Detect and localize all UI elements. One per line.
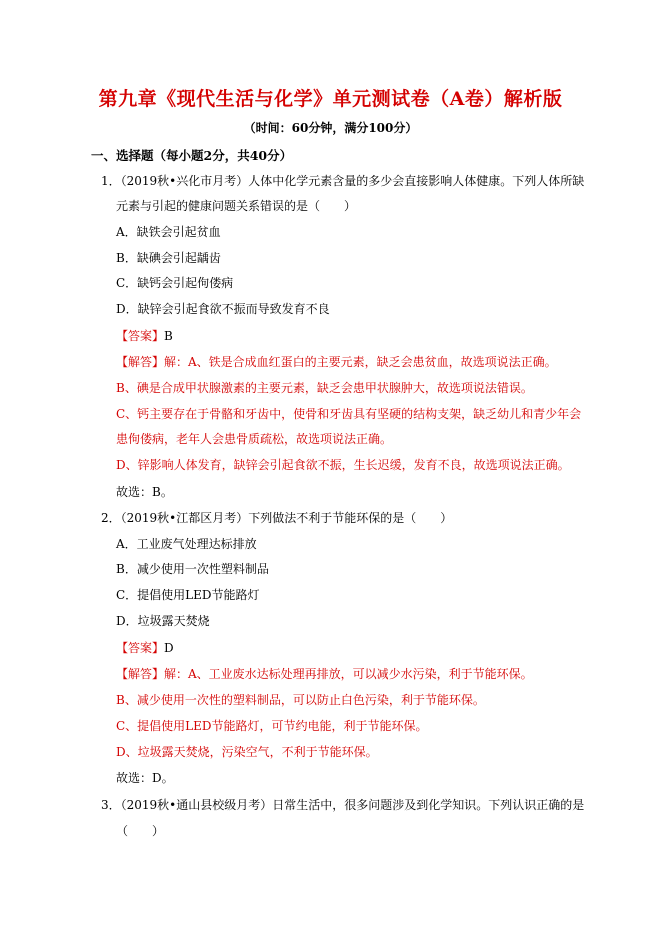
question-1-analysis-line-1 [116, 354, 557, 370]
question-3-stem-line-1: 3．（2019秋•通山县校级月考）日常生活中，很多问题涉及到化学知识。下列认识正确的是 [101, 798, 585, 812]
analysis-tag: 【解答】 [116, 355, 165, 369]
answer-tag: 【答案】 [116, 329, 165, 343]
question-1-stem-line-2: 元素与引起的健康问题关系错误的是（ ） [116, 199, 357, 213]
section-heading: 一、选择题（每小题2分，共40分） [91, 148, 293, 163]
document-subtitle: （时间：60分钟，满分100分） [243, 121, 418, 135]
question-2-analysis-line-3: C、提倡使用LED节能路灯，可节约电能，利于节能环保。 [116, 719, 428, 733]
analysis-text: 解：A、铁是合成血红蛋白的主要元素，缺乏会患贫血，故选项说法正确。 [164, 355, 557, 369]
question-2-analysis-line-2: B、减少使用一次性的塑料制品，可以防止白色污染，利于节能环保。 [116, 693, 485, 707]
question-1-option-d: D．缺锌会引起食欲不振而导致发育不良 [116, 302, 330, 316]
question-1-option-b: B．缺碘会引起龋齿 [116, 251, 221, 265]
question-1-analysis-line-3: C、钙主要存在于骨骼和牙齿中，使骨和牙齿具有坚硬的结构支架，缺乏幼儿和青少年会 [116, 407, 582, 421]
answer-value: B [164, 329, 173, 343]
question-2-answer [116, 640, 174, 656]
analysis-text: 解：A、工业废水达标处理再排放，可以减少水污染，利于节能环保。 [164, 667, 533, 681]
question-2-analysis-line-4: D、垃圾露天焚烧，污染空气，不利于节能环保。 [116, 745, 378, 759]
analysis-tag: 【解答】 [116, 667, 165, 681]
answer-tag: 【答案】 [116, 641, 165, 655]
question-1-answer [116, 328, 173, 344]
question-2-option-b: B．减少使用一次性塑料制品 [116, 562, 269, 576]
question-2-option-c: C．提倡使用LED节能路灯 [116, 588, 260, 602]
question-1-stem-line-1: 1．（2019秋•兴化市月考）人体中化学元素含量的多少会直接影响人体健康。下列人体所缺 [101, 174, 585, 188]
answer-value: D [164, 641, 174, 655]
question-2-conclusion: 故选：D。 [116, 771, 174, 785]
question-1-option-a: A．缺铁会引起贫血 [116, 225, 221, 239]
question-2-option-a: A．工业废气处理达标排放 [116, 537, 257, 551]
question-2-analysis-line-1 [116, 666, 533, 682]
question-2-stem-line-1: 2．（2019秋•江都区月考）下列做法不利于节能环保的是（ ） [101, 511, 453, 525]
question-1-option-c: C．缺钙会引起佝偻病 [116, 276, 234, 290]
question-1-analysis-line-5: D、锌影响人体发育，缺锌会引起食欲不振，生长迟缓，发育不良，故选项说法正确。 [116, 458, 570, 472]
question-2-option-d: D．垃圾露天焚烧 [116, 614, 210, 628]
document-title: 第九章《现代生活与化学》单元测试卷（A卷）解析版 [98, 88, 563, 110]
question-1-analysis-line-2: B、碘是合成甲状腺激素的主要元素，缺乏会患甲状腺肿大，故选项说法错误。 [116, 381, 533, 395]
question-1-conclusion: 故选：B。 [116, 485, 173, 499]
question-3-stem-line-2: （ ） [116, 824, 165, 838]
question-1-analysis-line-4: 患佝偻病，老年人会患骨质疏松，故选项说法正确。 [116, 432, 393, 446]
